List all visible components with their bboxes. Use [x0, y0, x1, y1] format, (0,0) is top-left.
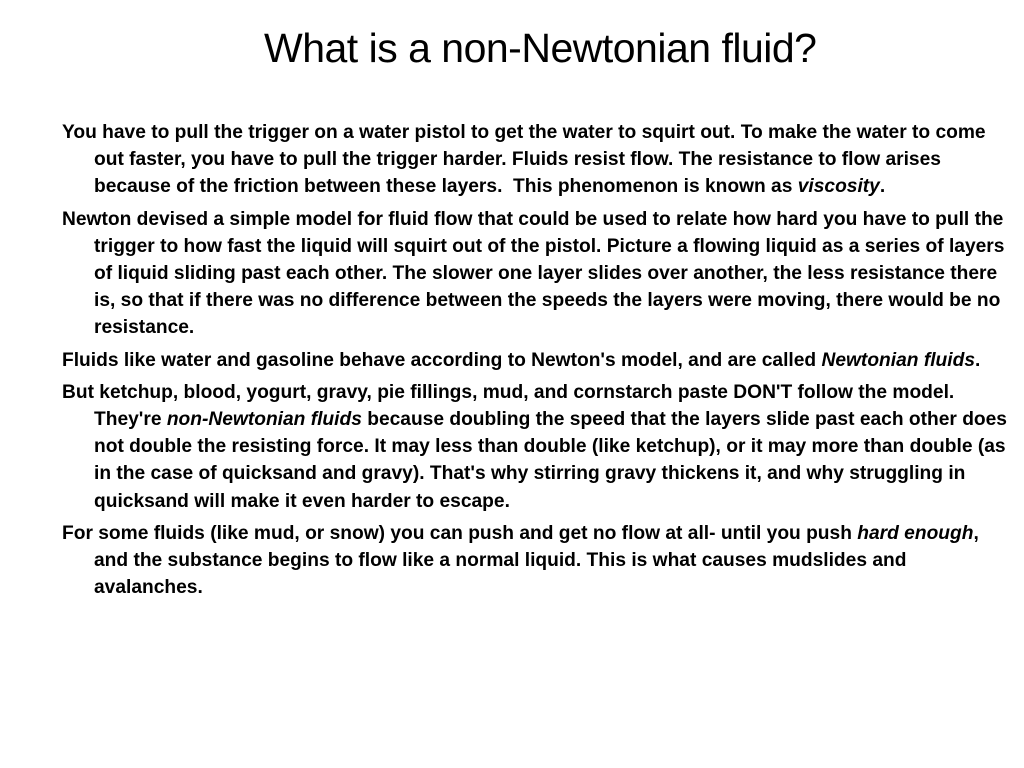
paragraph-non-newtonian-fluids	[62, 379, 1010, 515]
emphasis-term: viscosity	[797, 176, 880, 198]
paragraph-text: You have to pull the trigger on a water pistol to get the water to squirt out. To make the water to come out faster, you have to pull the trigger harder. Fluids resist flow. The resistance to flow arises because of the friction between these layers. This phenomenon is known as	[62, 122, 986, 198]
paragraph-viscosity	[62, 119, 1010, 201]
paragraph-text: because doubling the speed that the layers slide past each other does not double the resisting force. It may less than double (like ketchup), or it may more than double (as in the case of quicksand and gravy). That's why stirring gravy thickens it, and why struggling in quicksand will make it even harder to escape.	[94, 409, 1007, 512]
paragraph-text: .	[974, 349, 981, 371]
paragraph-text: Fluids like water and gasoline behave according to Newton's model, and are called	[62, 349, 822, 371]
emphasis-term: hard enough	[857, 522, 974, 544]
paragraph-text: Newton devised a simple model for fluid flow that could be used to relate how hard you have to pull the trigger to how fast the liquid will squirt out of the pistol. Picture a flowing liquid as a series of layers of liquid sliding past each other. The slower one layer slides over another, the less resistance there is, so that if there was no difference between the speeds the layers were moving, there would be no resistance.	[62, 208, 1005, 339]
paragraph-newtonian-fluids	[62, 347, 1010, 374]
slide-body	[62, 119, 1010, 606]
paragraph-mud-snow	[62, 520, 1010, 602]
emphasis-term: Newtonian fluids	[821, 349, 975, 371]
paragraph-text: For some fluids (like mud, or snow) you can push and get no flow at all- until you push	[62, 522, 858, 544]
emphasis-term: non-Newtonian fluids	[166, 409, 362, 431]
paragraph-newton-model	[62, 206, 1010, 342]
paragraph-text: , and the substance begins to flow like a normal liquid. This is what causes mudslides and avalanches.	[94, 522, 979, 599]
paragraph-text: .	[879, 176, 886, 198]
slide-title: What is a non-Newtonian fluid?	[264, 25, 817, 71]
paragraph-text: But ketchup, blood, yogurt, gravy, pie fillings, mud, and cornstarch paste DON'T follow the model. They're	[62, 381, 955, 431]
